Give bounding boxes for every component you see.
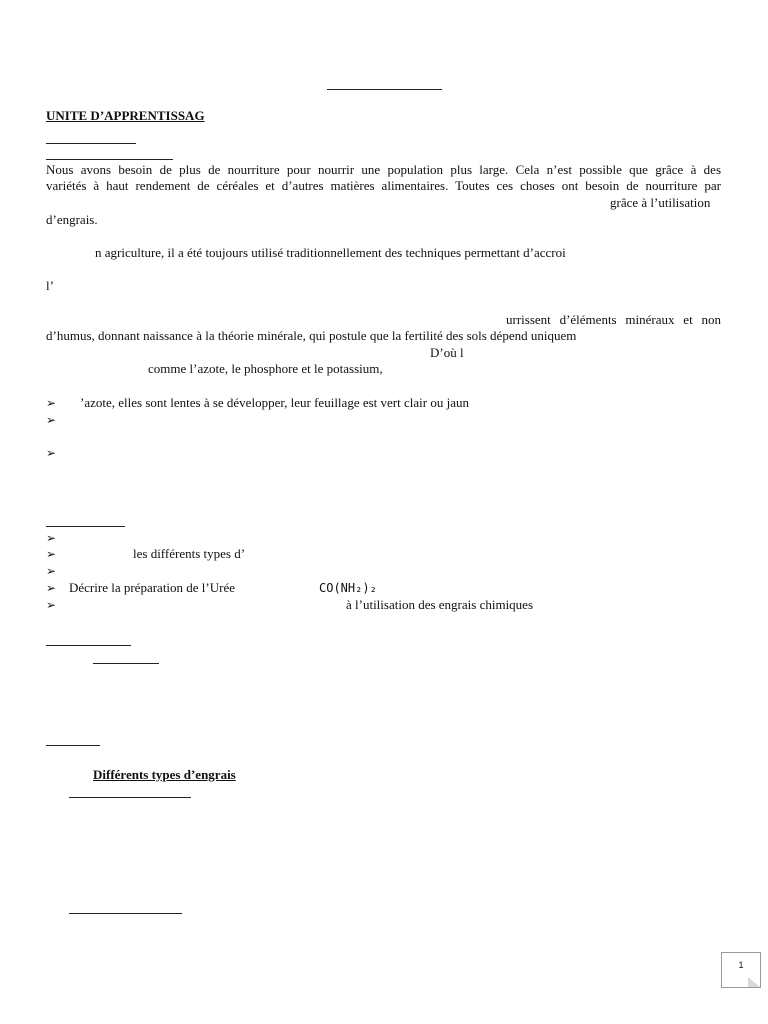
unit-heading (46, 108, 228, 124)
para2-line-1: n agriculture, il a été toujours utilisé traditionnellement des techniques permettant d’accroi (95, 245, 566, 260)
bullet-arrow-icon: ➢ (46, 413, 57, 427)
para3-line-4: comme l’azote, le phosphore et le potassium, (148, 361, 383, 376)
para3-line-2: d’humus, donnant naissance à la théorie minérale, qui postule que la fertilité des sols dépend uniquem (46, 328, 577, 343)
intro-line-1: Nous avons besoin de plus de nourriture pour nourrir une population plus large. Cela n’est possible que grâce à des (46, 162, 721, 177)
objective-item-4: Décrire la préparation de l’Urée (69, 580, 236, 595)
intro-line-2: variétés à haut rendement de céréales et d’autres matières alimentaires. Toutes ces choses ont besoin de nourriture par (46, 178, 721, 193)
objective-item-5: à l’utilisation des engrais chimiques (346, 597, 534, 612)
bullet-arrow-icon: ➢ (46, 446, 57, 460)
bullet-arrow-icon: ➢ (46, 598, 57, 612)
objectives-rule (46, 526, 125, 527)
bullet-a-item-1: ’azote, elles sont lentes à se développer, leur feuillage est vert clair ou jaun (80, 395, 469, 410)
bullet-arrow-icon: ➢ (46, 581, 57, 595)
para3-line-3: D’où l (430, 345, 464, 360)
para2-line-2: l’ (46, 278, 54, 293)
title-rule (327, 89, 442, 90)
subsection-rule-1 (69, 797, 191, 798)
subsection-rule-2 (69, 913, 182, 914)
section-heading: Différents types d’engrais (93, 767, 236, 782)
page-number: 1 (738, 960, 744, 970)
intro-line-3: grâce à l’utilisation (610, 195, 711, 210)
bullet-arrow-icon: ➢ (46, 531, 57, 545)
urea-formula: CO(NH₂)₂ (319, 581, 377, 595)
section-rule-1 (46, 645, 131, 646)
page-corner-fold-icon (748, 977, 760, 987)
objective-item-2: les différents types d’ (133, 546, 246, 561)
section-rule-3 (46, 745, 100, 746)
bullet-arrow-icon: ➢ (46, 564, 57, 578)
section-rule-2 (93, 663, 159, 664)
bullet-arrow-icon: ➢ (46, 396, 57, 410)
para3-line-1: urrissent d’éléments minéraux et non (506, 312, 721, 327)
heading-underline-rule (46, 143, 136, 144)
bullet-arrow-icon: ➢ (46, 547, 57, 561)
unit-heading-text: UNITE D’APPRENTISSAG (46, 108, 205, 123)
intro-line-4: d’engrais. (46, 212, 98, 227)
intro-rule (46, 159, 173, 160)
